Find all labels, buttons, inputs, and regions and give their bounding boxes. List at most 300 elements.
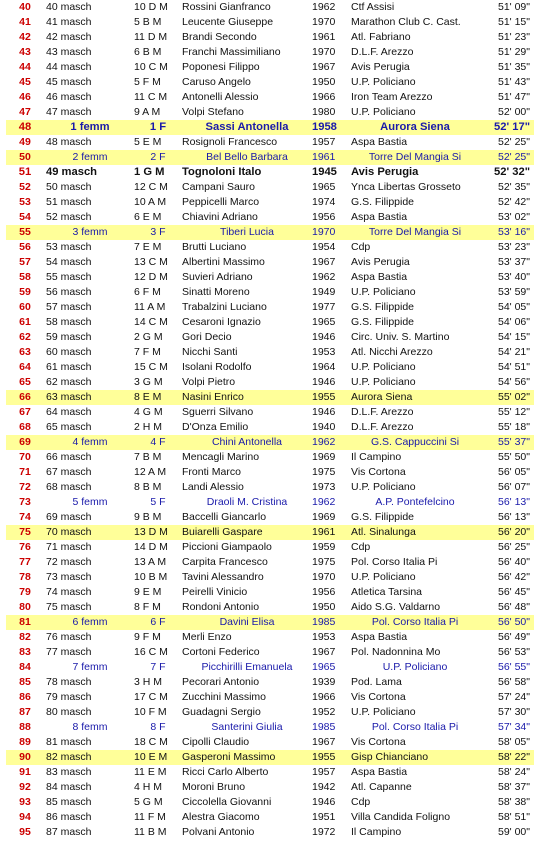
- cell-catrank: 10 A M: [134, 196, 167, 208]
- cell-year: 1964: [312, 361, 336, 373]
- cell-club: Pol. Corso Italia Pi: [371, 721, 459, 733]
- cell-catrank: 3 H M: [134, 676, 163, 688]
- cell-name: Tiberi Lucia: [220, 226, 274, 238]
- cell-time: 56' 45": [497, 586, 530, 598]
- cell-club: Atl. Fabriano: [351, 31, 411, 43]
- cell-catrank: 13 C M: [134, 256, 168, 268]
- cell-cat: 75 masch: [46, 601, 92, 613]
- cell-name: Caruso Angelo: [182, 76, 251, 88]
- cell-cat: 7 femm: [72, 661, 108, 673]
- cell-year: 1940: [312, 421, 336, 433]
- cell-name: Carpita Francesco: [182, 556, 268, 568]
- table-row: [6, 75, 534, 90]
- cell-pos: 46: [19, 91, 31, 103]
- cell-year: 1946: [312, 376, 336, 388]
- cell-pos: 50: [19, 151, 31, 163]
- cell-pos: 70: [19, 451, 31, 463]
- cell-time: 56' 55": [497, 661, 530, 673]
- table-row: [6, 60, 534, 75]
- cell-pos: 93: [19, 796, 31, 808]
- cell-club: G.S. Cappuccini Si: [370, 436, 460, 448]
- cell-club: Aspa Bastia: [351, 631, 408, 643]
- cell-name: Franchi Massimiliano: [182, 46, 281, 58]
- cell-time: 56' 05": [497, 466, 530, 478]
- cell-name: Volpi Stefano: [182, 106, 244, 118]
- table-row: [6, 210, 534, 225]
- cell-year: 1974: [312, 196, 336, 208]
- cell-catrank: 3 F: [150, 226, 166, 238]
- cell-club: Torre Del Mangia Si: [368, 226, 462, 238]
- cell-year: 1956: [312, 211, 336, 223]
- cell-name: Moroni Bruno: [182, 781, 246, 793]
- cell-catrank: 1 G M: [134, 166, 165, 178]
- table-row: [6, 510, 534, 525]
- cell-catrank: 15 C M: [134, 361, 168, 373]
- cell-cat: 87 masch: [46, 826, 92, 838]
- cell-cat: 53 masch: [46, 241, 92, 253]
- cell-club: Aurora Siena: [351, 391, 413, 403]
- cell-pos: 43: [19, 46, 31, 58]
- cell-name: Picchirilli Emanuela: [201, 661, 293, 673]
- cell-name: Santerini Giulia: [211, 721, 283, 733]
- cell-name: Isolani Rodolfo: [182, 361, 252, 373]
- table-row: [6, 390, 534, 405]
- cell-pos: 56: [19, 241, 31, 253]
- cell-club: Pod. Lama: [351, 676, 402, 688]
- cell-club: G.S. Filippide: [351, 301, 415, 313]
- table-row: [6, 600, 534, 615]
- cell-cat: 55 masch: [46, 271, 92, 283]
- cell-year: 1966: [312, 691, 336, 703]
- cell-catrank: 12 D M: [134, 271, 168, 283]
- cell-pos: 85: [19, 676, 31, 688]
- cell-pos: 53: [19, 196, 31, 208]
- cell-time: 56' 58": [497, 676, 530, 688]
- cell-year: 1946: [312, 796, 336, 808]
- cell-club: D.L.F. Arezzo: [351, 406, 414, 418]
- cell-club: Aspa Bastia: [351, 766, 408, 778]
- cell-time: 55' 37": [497, 436, 530, 448]
- cell-catrank: 18 C M: [134, 736, 168, 748]
- cell-time: 52' 32": [494, 166, 530, 178]
- cell-year: 1953: [312, 631, 336, 643]
- cell-time: 58' 05": [497, 736, 530, 748]
- cell-time: 55' 18": [497, 421, 530, 433]
- cell-year: 1970: [312, 226, 336, 238]
- cell-catrank: 6 B M: [134, 46, 162, 58]
- cell-club: Circ. Univ. S. Martino: [351, 331, 450, 343]
- cell-catrank: 10 E M: [134, 751, 168, 763]
- cell-time: 56' 53": [497, 646, 530, 658]
- cell-name: Landi Alessio: [182, 481, 244, 493]
- cell-club: Atl. Nicchi Arezzo: [351, 346, 433, 358]
- cell-cat: 52 masch: [46, 211, 92, 223]
- table-row: [6, 750, 534, 765]
- cell-time: 54' 15": [497, 331, 530, 343]
- cell-club: D.L.F. Arezzo: [351, 46, 414, 58]
- cell-club: Aspa Bastia: [351, 211, 408, 223]
- cell-name: Albertini Massimo: [182, 256, 265, 268]
- cell-club: D.L.F. Arezzo: [351, 421, 414, 433]
- table-row: [6, 105, 534, 120]
- table-row: [6, 615, 534, 630]
- cell-catrank: 11 F M: [134, 811, 166, 823]
- cell-cat: 65 masch: [46, 421, 92, 433]
- cell-cat: 61 masch: [46, 361, 92, 373]
- cell-name: Cipolli Claudio: [182, 736, 250, 748]
- table-row: [6, 30, 534, 45]
- table-row: [6, 165, 534, 180]
- cell-name: Cortoni Federico: [182, 646, 260, 658]
- cell-year: 1955: [312, 751, 336, 763]
- cell-time: 55' 02": [497, 391, 530, 403]
- cell-time: 56' 25": [497, 541, 530, 553]
- cell-cat: 49 masch: [46, 166, 97, 178]
- cell-time: 56' 42": [497, 571, 530, 583]
- cell-time: 56' 13": [497, 496, 530, 508]
- cell-pos: 73: [19, 496, 31, 508]
- cell-catrank: 4 F: [150, 436, 166, 448]
- cell-cat: 60 masch: [46, 346, 92, 358]
- cell-club: U.P. Policiano: [351, 106, 416, 118]
- cell-catrank: 7 F: [150, 661, 166, 673]
- cell-time: 58' 38": [497, 796, 530, 808]
- cell-club: Aurora Siena: [380, 121, 450, 133]
- cell-catrank: 9 F M: [134, 631, 161, 643]
- cell-catrank: 11 B M: [134, 826, 167, 838]
- cell-name: Davini Elisa: [219, 616, 275, 628]
- cell-club: U.P. Policiano: [382, 661, 448, 673]
- cell-cat: 46 masch: [46, 91, 92, 103]
- cell-pos: 61: [19, 316, 31, 328]
- cell-time: 52' 00": [497, 106, 530, 118]
- cell-pos: 68: [19, 421, 31, 433]
- cell-year: 1975: [312, 466, 336, 478]
- table-row: [6, 630, 534, 645]
- cell-name: Alestra Giacomo: [182, 811, 260, 823]
- cell-cat: 1 femm: [70, 121, 110, 133]
- cell-club: Aspa Bastia: [351, 136, 408, 148]
- cell-club: Cdp: [351, 241, 371, 253]
- cell-club: G.S. Filippide: [351, 316, 415, 328]
- table-row: [6, 405, 534, 420]
- cell-name: Brutti Luciano: [182, 241, 247, 253]
- cell-pos: 64: [19, 361, 31, 373]
- cell-catrank: 1 F: [149, 121, 167, 133]
- cell-time: 56' 40": [497, 556, 530, 568]
- cell-catrank: 3 G M: [134, 376, 163, 388]
- cell-year: 1939: [312, 676, 336, 688]
- cell-time: 52' 17": [494, 121, 530, 133]
- cell-year: 1980: [312, 106, 336, 118]
- cell-cat: 51 masch: [46, 196, 92, 208]
- cell-time: 51' 23": [497, 31, 530, 43]
- cell-time: 53' 23": [497, 241, 530, 253]
- cell-club: U.P. Policiano: [351, 361, 416, 373]
- cell-catrank: 4 H M: [134, 781, 163, 793]
- cell-pos: 41: [19, 16, 31, 28]
- cell-catrank: 11 D M: [134, 31, 168, 43]
- cell-year: 1956: [312, 586, 336, 598]
- cell-catrank: 13 A M: [134, 556, 167, 568]
- table-row: [6, 45, 534, 60]
- cell-catrank: 9 E M: [134, 586, 162, 598]
- cell-pos: 60: [19, 301, 31, 313]
- cell-pos: 87: [19, 706, 31, 718]
- table-row: [6, 525, 534, 540]
- cell-cat: 74 masch: [46, 586, 92, 598]
- cell-catrank: 2 F: [150, 151, 166, 163]
- cell-year: 1957: [312, 766, 336, 778]
- cell-cat: 78 masch: [46, 676, 92, 688]
- cell-year: 1985: [312, 721, 336, 733]
- cell-pos: 44: [19, 61, 31, 73]
- cell-club: Avis Perugia: [351, 256, 410, 268]
- cell-year: 1970: [312, 16, 336, 28]
- cell-time: 58' 51": [497, 811, 530, 823]
- cell-pos: 49: [19, 136, 31, 148]
- table-row: [6, 690, 534, 705]
- cell-pos: 83: [19, 646, 31, 658]
- cell-time: 58' 37": [497, 781, 530, 793]
- cell-name: Merli Enzo: [182, 631, 232, 643]
- cell-time: 51' 35": [497, 61, 530, 73]
- cell-catrank: 8 E M: [134, 391, 162, 403]
- cell-pos: 69: [19, 436, 31, 448]
- cell-time: 54' 05": [497, 301, 530, 313]
- cell-name: Ricci Carlo Alberto: [182, 766, 269, 778]
- cell-club: Ctf Assisi: [351, 1, 395, 13]
- cell-name: Sinatti Moreno: [182, 286, 250, 298]
- cell-catrank: 11 C M: [134, 91, 168, 103]
- cell-cat: 67 masch: [46, 466, 92, 478]
- cell-name: Gasperoni Massimo: [182, 751, 276, 763]
- cell-pos: 52: [19, 181, 31, 193]
- cell-year: 1965: [312, 661, 336, 673]
- cell-pos: 57: [19, 256, 31, 268]
- cell-name: Rosignoli Francesco: [182, 136, 278, 148]
- cell-year: 1942: [312, 781, 336, 793]
- cell-name: Peirelli Vinicio: [182, 586, 248, 598]
- table-row: [6, 0, 534, 15]
- cell-club: Marathon Club C. Cast.: [351, 16, 461, 28]
- cell-club: Aspa Bastia: [351, 271, 408, 283]
- cell-catrank: 6 F: [150, 616, 166, 628]
- table-row: [6, 585, 534, 600]
- cell-time: 58' 24": [497, 766, 530, 778]
- cell-time: 51' 09": [497, 1, 530, 13]
- cell-pos: 72: [19, 481, 31, 493]
- cell-catrank: 5 F: [150, 496, 166, 508]
- cell-pos: 65: [19, 376, 31, 388]
- table-row: [6, 255, 534, 270]
- cell-pos: 91: [19, 766, 31, 778]
- cell-pos: 95: [19, 826, 31, 838]
- cell-pos: 86: [19, 691, 31, 703]
- cell-catrank: 17 C M: [134, 691, 168, 703]
- cell-cat: 70 masch: [46, 526, 92, 538]
- cell-pos: 77: [19, 556, 31, 568]
- cell-year: 1966: [312, 91, 336, 103]
- cell-cat: 85 masch: [46, 796, 92, 808]
- cell-club: U.P. Policiano: [351, 706, 416, 718]
- cell-name: Tavini Alessandro: [182, 571, 264, 583]
- cell-year: 1951: [312, 811, 336, 823]
- cell-catrank: 8 F: [150, 721, 166, 733]
- cell-pos: 67: [19, 406, 31, 418]
- cell-catrank: 12 C M: [134, 181, 168, 193]
- cell-catrank: 10 C M: [134, 61, 168, 73]
- cell-cat: 62 masch: [46, 376, 92, 388]
- table-row: [6, 480, 534, 495]
- cell-year: 1962: [312, 496, 336, 508]
- cell-club: Pol. Nadonnina Mo: [351, 646, 441, 658]
- cell-catrank: 14 C M: [134, 316, 168, 328]
- table-row: [6, 420, 534, 435]
- cell-pos: 88: [19, 721, 31, 733]
- cell-year: 1969: [312, 451, 336, 463]
- cell-year: 1961: [312, 526, 336, 538]
- cell-club: Atl. Capanne: [351, 781, 412, 793]
- cell-club: Cdp: [351, 796, 371, 808]
- cell-time: 55' 12": [497, 406, 530, 418]
- cell-club: Gisp Chianciano: [351, 751, 429, 763]
- cell-cat: 83 masch: [46, 766, 92, 778]
- cell-year: 1957: [312, 136, 336, 148]
- cell-club: Vis Cortona: [351, 466, 406, 478]
- cell-catrank: 10 F M: [134, 706, 167, 718]
- cell-pos: 76: [19, 541, 31, 553]
- cell-pos: 82: [19, 631, 31, 643]
- table-row: [6, 540, 534, 555]
- cell-cat: 59 masch: [46, 331, 92, 343]
- cell-time: 56' 48": [497, 601, 530, 613]
- cell-cat: 82 masch: [46, 751, 92, 763]
- table-row: [6, 825, 534, 840]
- cell-year: 1965: [312, 316, 336, 328]
- cell-name: Chini Antonella: [211, 436, 283, 448]
- cell-time: 57' 30": [497, 706, 530, 718]
- cell-time: 57' 24": [497, 691, 530, 703]
- cell-name: Tognoloni Italo: [182, 166, 262, 178]
- cell-cat: 2 femm: [72, 151, 108, 163]
- cell-club: Villa Candida Foligno: [351, 811, 451, 823]
- cell-cat: 66 masch: [46, 451, 92, 463]
- cell-year: 1961: [312, 31, 336, 43]
- cell-year: 1967: [312, 61, 336, 73]
- cell-time: 53' 16": [497, 226, 530, 238]
- table-row: [6, 150, 534, 165]
- cell-name: Rossini Gianfranco: [182, 1, 271, 13]
- cell-catrank: 10 B M: [134, 571, 168, 583]
- cell-pos: 90: [19, 751, 31, 763]
- cell-name: Pecorari Antonio: [182, 676, 260, 688]
- cell-pos: 40: [19, 1, 31, 13]
- cell-time: 54' 21": [497, 346, 530, 358]
- table-row: [6, 360, 534, 375]
- cell-name: Nasini Enrico: [182, 391, 244, 403]
- cell-year: 1961: [312, 151, 336, 163]
- cell-name: Poponesi Filippo: [182, 61, 260, 73]
- cell-pos: 54: [19, 211, 31, 223]
- cell-year: 1970: [312, 46, 336, 58]
- cell-pos: 75: [19, 526, 31, 538]
- cell-name: Rondoni Antonio: [182, 601, 260, 613]
- cell-time: 59' 00": [497, 826, 530, 838]
- cell-year: 1962: [312, 436, 336, 448]
- cell-time: 51' 15": [497, 16, 530, 28]
- cell-time: 54' 06": [497, 316, 530, 328]
- cell-cat: 42 masch: [46, 31, 92, 43]
- cell-name: Cesaroni Ignazio: [182, 316, 261, 328]
- cell-club: Pol. Corso Italia Pi: [371, 616, 459, 628]
- cell-year: 1970: [312, 571, 336, 583]
- cell-club: U.P. Policiano: [351, 481, 416, 493]
- table-row: [6, 240, 534, 255]
- cell-cat: 44 masch: [46, 61, 92, 73]
- cell-pos: 81: [19, 616, 31, 628]
- cell-pos: 94: [19, 811, 31, 823]
- cell-cat: 4 femm: [72, 436, 108, 448]
- cell-time: 53' 59": [497, 286, 530, 298]
- cell-cat: 54 masch: [46, 256, 92, 268]
- cell-cat: 50 masch: [46, 181, 92, 193]
- cell-pos: 48: [18, 121, 32, 133]
- cell-time: 52' 25": [497, 136, 530, 148]
- cell-name: Chiavini Adriano: [182, 211, 258, 223]
- cell-catrank: 10 D M: [134, 1, 168, 13]
- cell-name: Gori Decio: [182, 331, 232, 343]
- cell-catrank: 8 B M: [134, 481, 162, 493]
- cell-pos: 92: [19, 781, 31, 793]
- table-row: [6, 495, 534, 510]
- cell-name: Trabalzini Luciano: [182, 301, 267, 313]
- cell-year: 1962: [312, 271, 336, 283]
- cell-catrank: 5 G M: [134, 796, 163, 808]
- cell-time: 51' 29": [497, 46, 530, 58]
- table-row: [6, 90, 534, 105]
- cell-pos: 80: [19, 601, 31, 613]
- cell-catrank: 9 A M: [134, 106, 161, 118]
- cell-catrank: 13 D M: [134, 526, 168, 538]
- cell-pos: 47: [19, 106, 31, 118]
- cell-club: Pol. Corso Italia Pi: [351, 556, 438, 568]
- cell-year: 1946: [312, 406, 336, 418]
- cell-pos: 58: [19, 271, 31, 283]
- cell-time: 54' 51": [497, 361, 530, 373]
- table-row: [6, 645, 534, 660]
- table-row: [6, 450, 534, 465]
- cell-cat: 45 masch: [46, 76, 92, 88]
- cell-cat: 43 masch: [46, 46, 92, 58]
- cell-name: Leucente Giuseppe: [182, 16, 274, 28]
- cell-pos: 74: [19, 511, 31, 523]
- cell-club: Iron Team Arezzo: [351, 91, 433, 103]
- cell-cat: 64 masch: [46, 406, 92, 418]
- cell-name: Sassi Antonella: [205, 121, 289, 133]
- cell-catrank: 6 F M: [134, 286, 161, 298]
- cell-catrank: 2 H M: [134, 421, 163, 433]
- cell-year: 1975: [312, 556, 336, 568]
- cell-cat: 63 masch: [46, 391, 92, 403]
- table-row: [6, 435, 534, 450]
- cell-club: Ynca Libertas Grosseto: [351, 181, 461, 193]
- cell-pos: 62: [19, 331, 31, 343]
- table-row: [6, 120, 534, 135]
- cell-time: 52' 42": [497, 196, 530, 208]
- cell-club: U.P. Policiano: [351, 76, 416, 88]
- cell-name: D'Onza Emilio: [182, 421, 249, 433]
